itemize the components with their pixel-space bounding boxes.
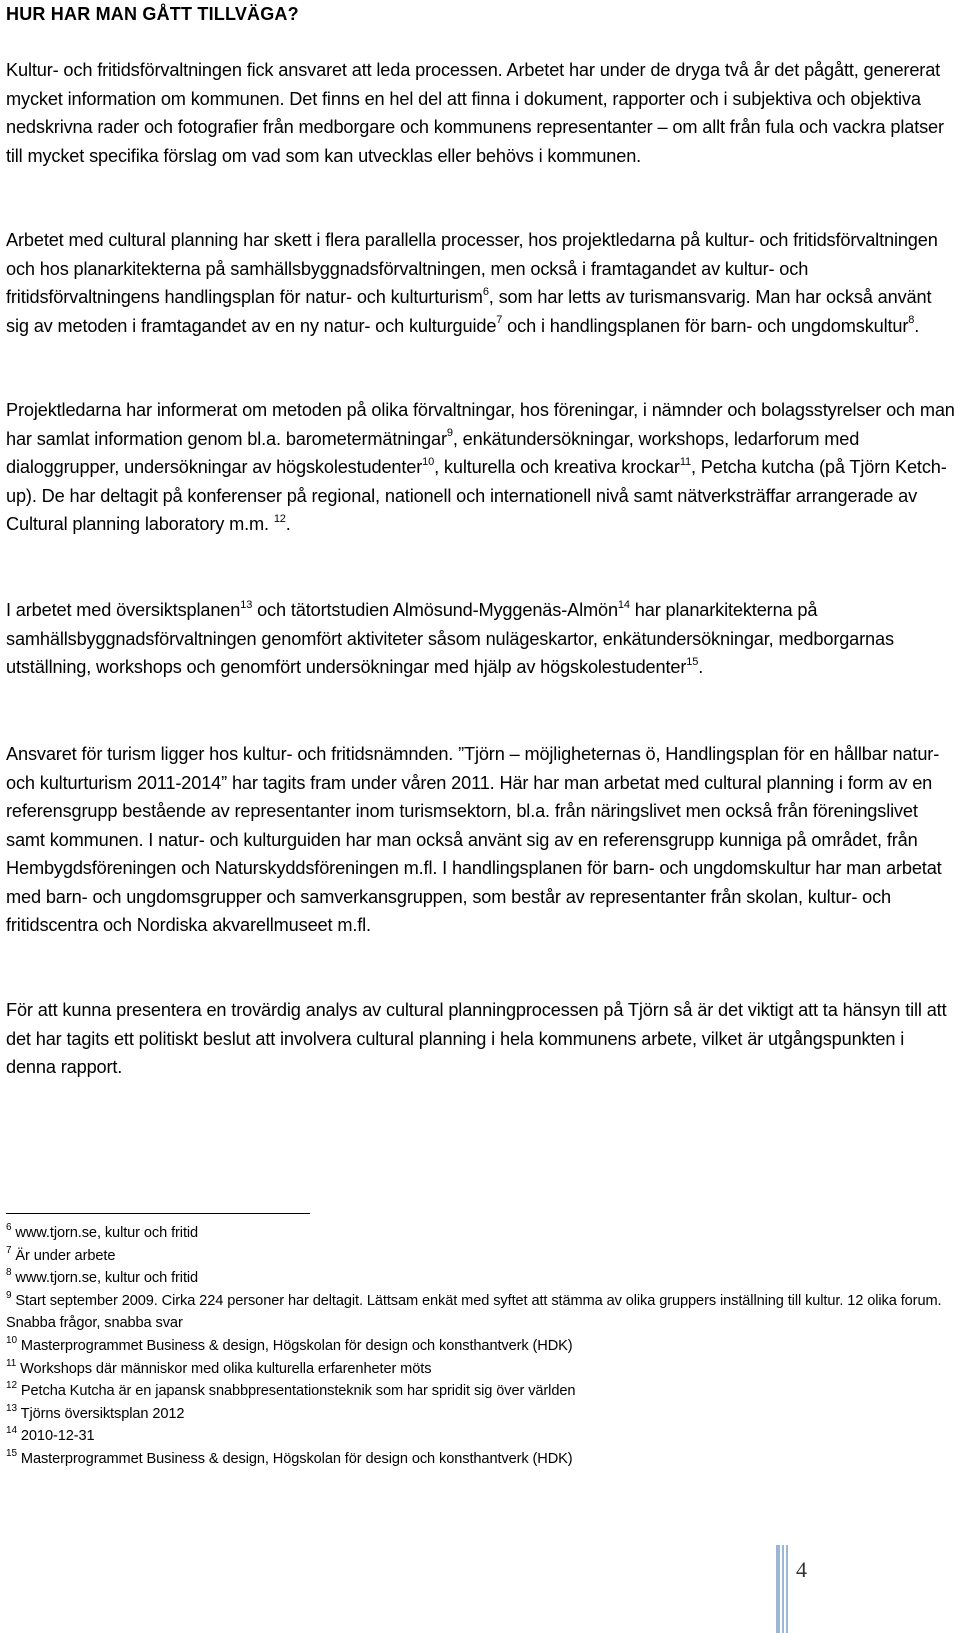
footnote-number: 15	[6, 1448, 17, 1460]
footnote-divider	[6, 1213, 310, 1214]
footnote-item	[6, 1380, 956, 1403]
footnote-text: Masterprogrammet Business & design, Högskolan för design och konsthantverk (HDK)	[16, 1450, 573, 1467]
footnote-ref-9[interactable]: 9	[446, 427, 453, 440]
page-number-bar	[776, 1545, 780, 1633]
footnote-number: 12	[6, 1380, 17, 1392]
footnote-text: Petcha Kutcha är en japansk snabbpresentationsteknik som har spridit sig över världen	[16, 1383, 576, 1400]
paragraph-text: Arbetet med cultural planning har skett i flera parallella processer, hos projektledarna på kultur- och fritidsförvaltningen och hos planarkitekterna på samhällsbyggnadsförvaltningen, men också i framtagandet av kultur- och fritidsförvaltningens handlingsplan för natur- och kulturturism	[6, 230, 938, 307]
footnote-item	[6, 1222, 956, 1245]
paragraph-text: har planarkitekterna på samhällsbyggnadsförvaltningen genomfört aktiviteter såsom nulägeskartor, enkätundersökningar, medborgarnas utställning, workshops och genomfört undersökningar med hjälp av högskolestudenter	[6, 600, 894, 677]
paragraph-text: och i handlingsplanen för barn- och ungdomskultur	[502, 315, 909, 336]
paragraph-information-methods	[6, 396, 956, 539]
footnote-item	[6, 1403, 956, 1426]
footnote-text: www.tjorn.se, kultur och fritid	[11, 1270, 199, 1287]
paragraph-comprehensive-plan	[6, 596, 956, 682]
paragraph-text: , Petcha kutcha (på Tjörn Ketch-up). De har deltagit på konferenser på regional, nationell och internationell nivå samt nätverksträffar arrangerade av Cultural planning laboratory m.m.	[6, 457, 947, 534]
footnote-ref-13[interactable]: 13	[240, 598, 253, 611]
footnote-text: Är under arbete	[11, 1247, 116, 1264]
paragraph-text: I arbetet med översiktsplanen	[6, 600, 241, 620]
footnote-ref-8[interactable]: 8	[908, 314, 915, 327]
footnote-ref-11[interactable]: 11	[679, 455, 691, 468]
page-number-bar	[782, 1545, 784, 1633]
footnote-ref-7[interactable]: 7	[496, 314, 503, 327]
footnote-ref-6[interactable]: 6	[482, 285, 489, 298]
footnote-text: Workshops där människor med olika kulturella erfarenheter möts	[16, 1360, 432, 1377]
footnote-text: Masterprogrammet Business & design, Högskolan för design och konsthantverk (HDK)	[16, 1337, 573, 1354]
paragraph-text: , som har letts av turismansvarig. Man har också använt sig av metoden i framtagandet av en ny natur- och kulturguide	[6, 287, 932, 336]
paragraph-text: och tätortstudien Almösund-Myggenäs-Almön	[252, 600, 618, 620]
paragraph-text: .	[914, 315, 920, 336]
section-heading: HUR HAR MAN GÅTT TILLVÄGA?	[6, 4, 299, 24]
footnote-number: 6	[6, 1222, 12, 1234]
paragraph-process-intro: Kultur- och fritidsförvaltningen fick ansvaret att leda processen. Arbetet har under de dryga två år det pågått, genererat mycket information om kommunen. Det finns en hel del att finna i dokument, rapporter och i subjektiva och objektiva nedskrivna rader och fotografier från medborgare och kommunens representanter – om allt från fula och vackra platser till mycket specifika förslag om vad som kan utvecklas eller behövs i kommunen.	[6, 60, 944, 166]
footnote-item	[6, 1425, 956, 1448]
footnote-text: Tjörns översiktsplan 2012	[16, 1405, 185, 1422]
footnote-number: 11	[6, 1357, 17, 1369]
footnote-number: 14	[6, 1425, 17, 1437]
footnote-item	[6, 1245, 956, 1268]
paragraph-text: Projektledarna har informerat om metoden på olika förvaltningar, hos föreningar, i nämnder och bolagsstyrelser och man har samlat information genom bl.a. barometermätningar	[6, 400, 955, 449]
footnote-item	[6, 1335, 956, 1358]
paragraph-conclusion: För att kunna presentera en trovärdig analys av cultural planningprocessen på Tjörn så är det viktigt att ta hänsyn till att det har tagits ett politiskt beslut att involvera cultural planning i hela kommunens arbete, vilket är utgångspunkten i denna rapport.	[6, 1000, 947, 1077]
paragraph-text: , kulturella och kreativa krockar	[434, 457, 680, 477]
footnote-item	[6, 1290, 956, 1335]
footnote-text: 2010-12-31	[16, 1428, 95, 1445]
paragraph-text: .	[698, 657, 704, 677]
page-number-bar	[786, 1545, 788, 1633]
page-number: 4	[796, 1557, 807, 1582]
footnote-item	[6, 1448, 956, 1471]
footnotes-list	[6, 1222, 956, 1471]
paragraph-parallel-processes	[6, 226, 956, 340]
footnote-number: 7	[6, 1244, 12, 1256]
footnote-ref-12[interactable]: 12	[273, 512, 286, 525]
footnote-number: 13	[6, 1402, 17, 1414]
footnote-ref-10[interactable]: 10	[422, 455, 435, 468]
footnote-item	[6, 1267, 956, 1290]
footnote-number: 10	[6, 1335, 17, 1347]
footnote-text: www.tjorn.se, kultur och fritid	[11, 1225, 199, 1241]
footnote-ref-14[interactable]: 14	[617, 598, 630, 611]
paragraph-tourism-responsibility: Ansvaret för turism ligger hos kultur- och fritidsnämnden. ”Tjörn – möjligheternas ö, Handlingsplan för en hållbar natur- och kulturturism 2011-2014” har tagits fram under våren 2011. Här har man arbetat med cultural planning i form av en referensgrupp bestående av representanter inom turismsektorn, bl.a. från näringslivet men också från föreningslivet samt kommunen. I natur- och kulturguiden har man också använt sig av en referensgrupp kunniga på området, från Hembygdsföreningen och Naturskyddsföreningen m.fl. I handlingsplanen för barn- och ungdomskultur har man arbetat med barn- och ungdomsgrupper och samverkansgruppen, som består av representanter från skolan, kultur- och fritidscentra och Nordiska akvarellmuseet m.fl.	[6, 744, 942, 935]
footnote-text: Start september 2009. Cirka 224 personer har deltagit. Lättsam enkät med syftet att stämma av olika gruppers inställning till kultur. 12 olika forum. Snabba frågor, snabba svar	[6, 1292, 942, 1332]
paragraph-text: , enkätundersökningar, workshops, ledarforum med dialoggrupper, undersökningar av högskolestudenter	[6, 428, 860, 477]
footnote-ref-15[interactable]: 15	[686, 655, 699, 668]
footnote-number: 9	[6, 1289, 12, 1301]
paragraph-text: .	[285, 514, 291, 534]
footnote-item	[6, 1358, 956, 1381]
footnote-number: 8	[6, 1267, 12, 1279]
